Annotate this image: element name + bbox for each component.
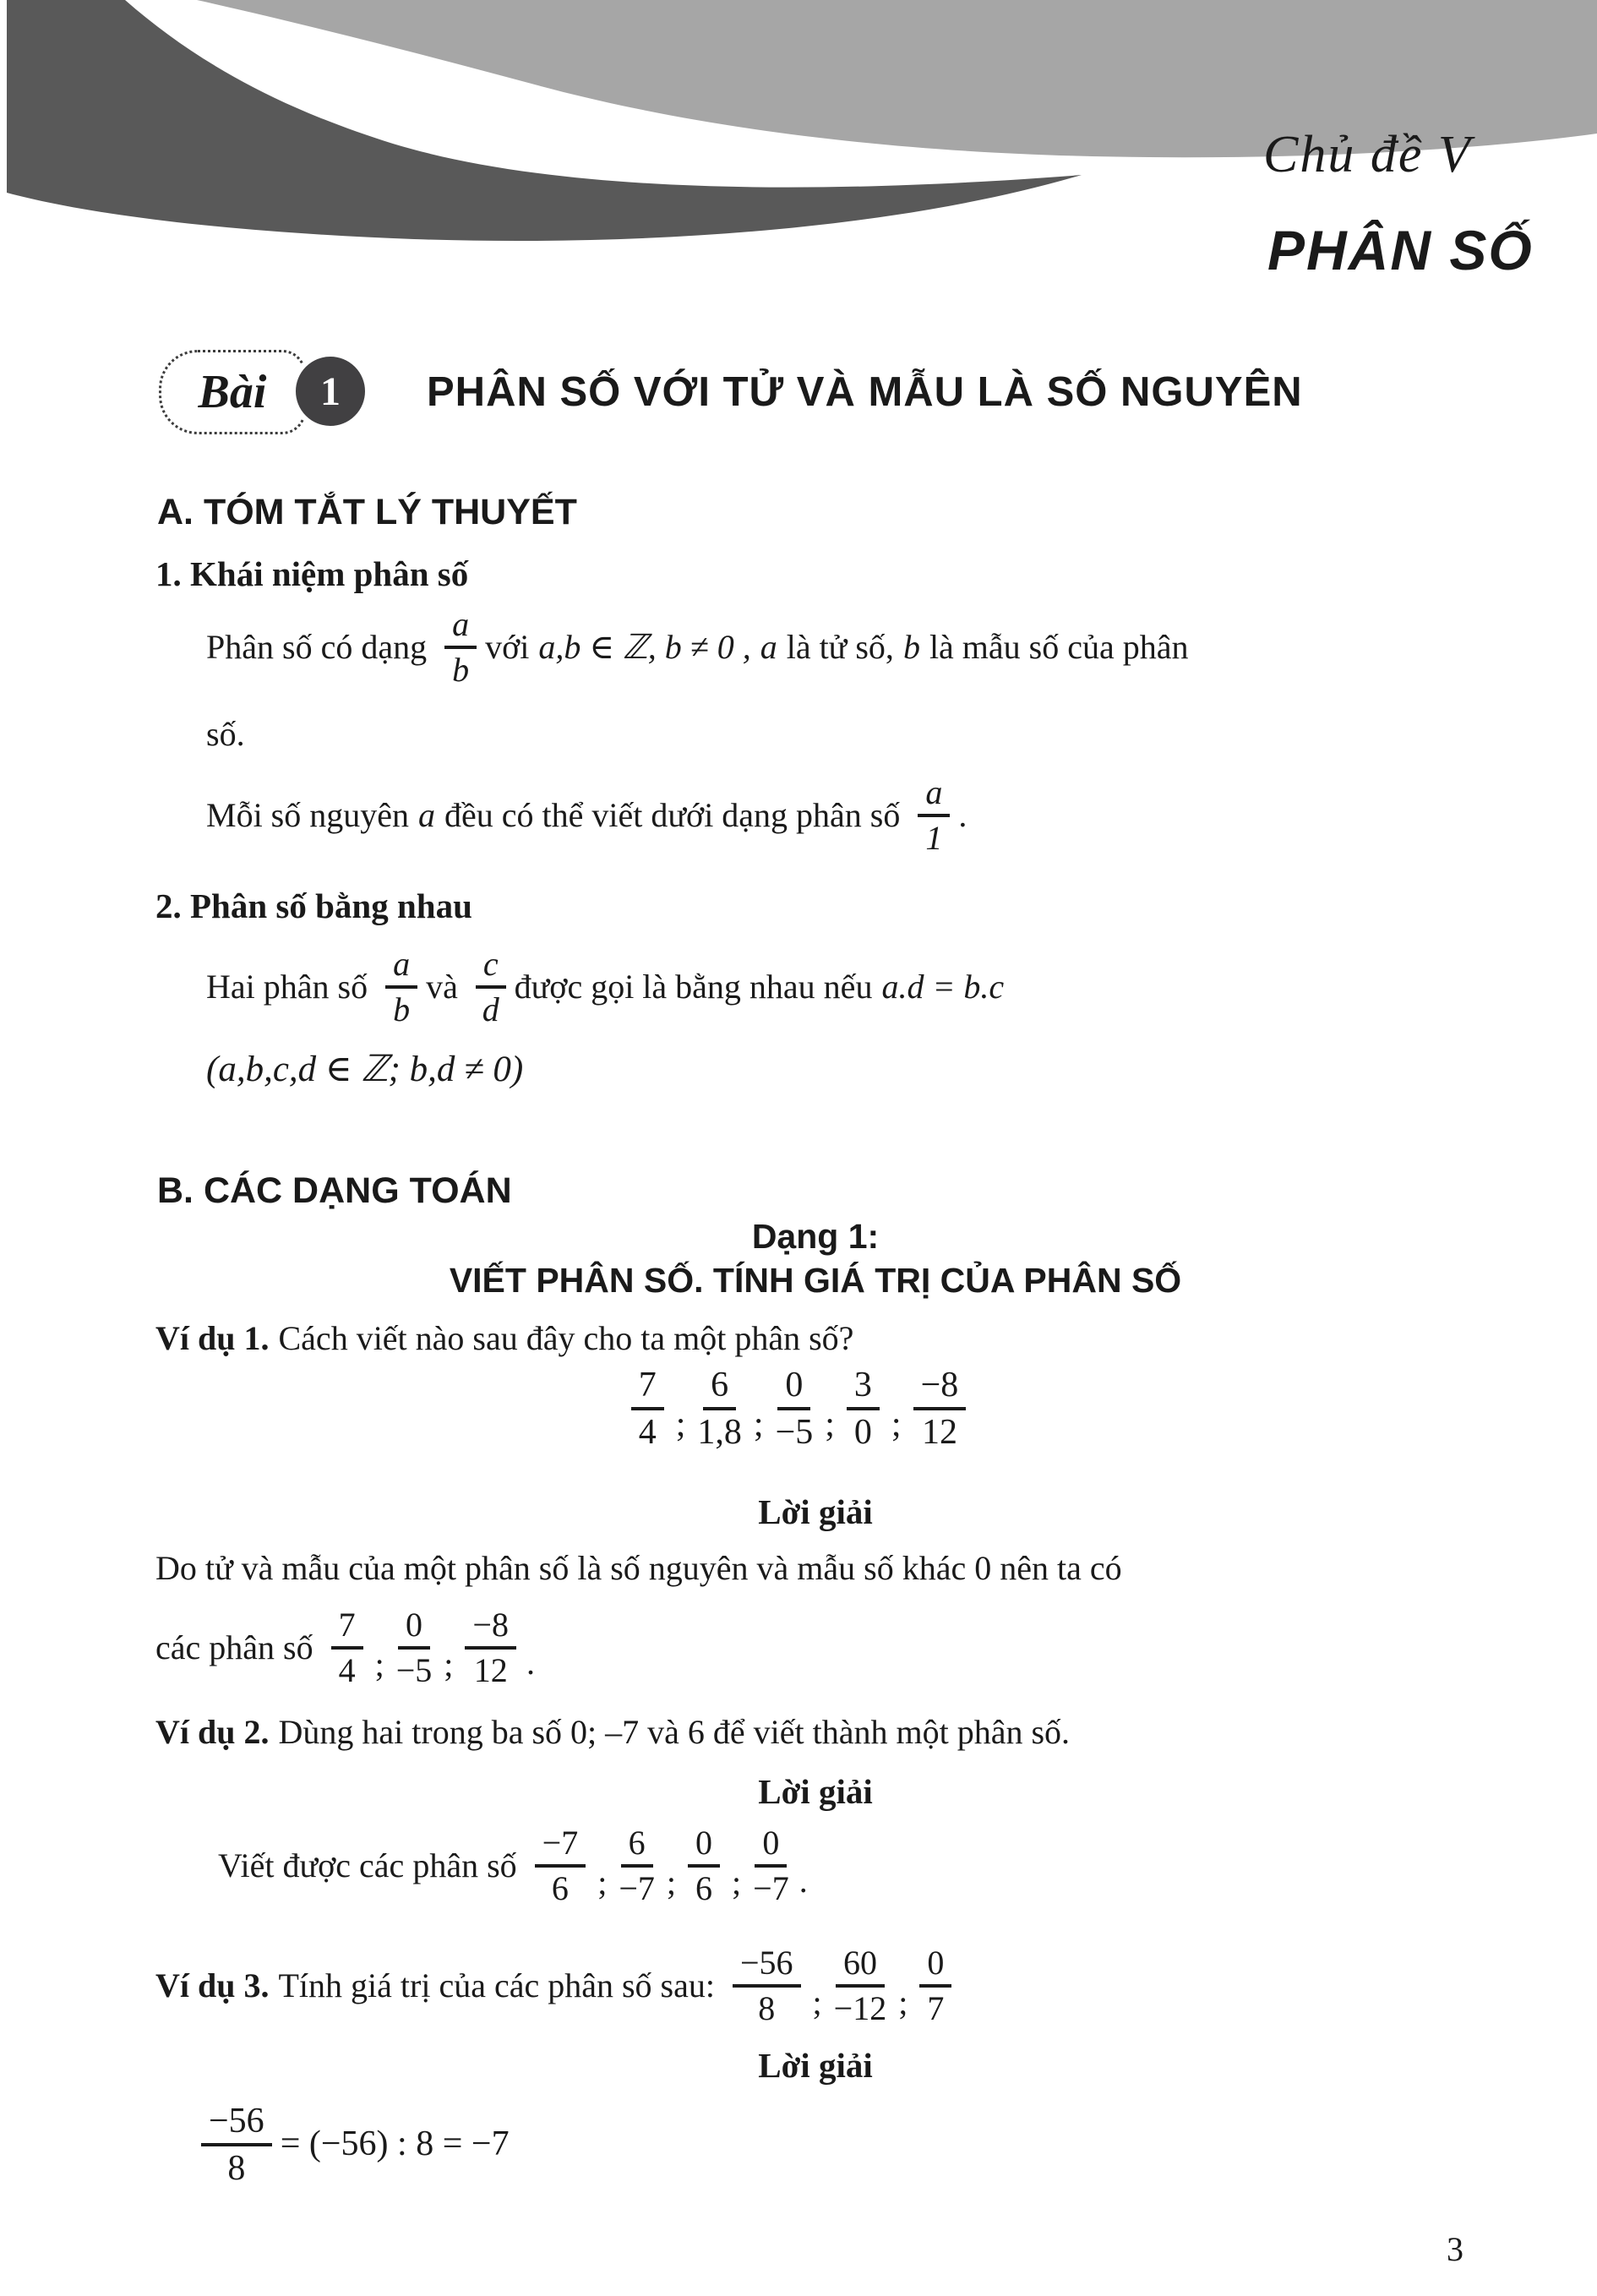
equation-text: = (−56) : 8 = −7	[280, 2124, 510, 2164]
fraction-minus56-over-8	[201, 2101, 272, 2187]
fraction	[631, 1365, 664, 1451]
fraction	[776, 1365, 814, 1451]
example2-solution-heading: Lời giải	[758, 1772, 873, 1811]
fraction-separator: ;	[898, 1982, 908, 2021]
fraction-separator: ;	[891, 1405, 902, 1445]
theory-definition-continuation: số.	[206, 715, 245, 753]
punctuation: .	[958, 795, 967, 834]
example3-label: Ví dụ 3.	[155, 1966, 270, 2004]
fraction-denominator: b	[452, 651, 470, 689]
fraction-denominator: d	[482, 990, 499, 1028]
example1-fraction-row	[0, 1365, 1597, 1451]
fraction	[535, 1824, 586, 1906]
fraction-numerator: −7	[535, 1824, 586, 1868]
math-variable: a	[760, 627, 777, 666]
fraction-numerator: 0	[398, 1606, 430, 1650]
fraction-numerator: a	[385, 945, 417, 989]
type1-heading-line1: Dạng 1:	[751, 1217, 880, 1256]
fraction-separator: ;	[732, 1862, 742, 1901]
fraction	[465, 1606, 516, 1688]
fraction-denominator: b	[393, 990, 411, 1028]
fraction-list	[724, 1944, 960, 2026]
fraction-separator: ;	[597, 1862, 608, 1901]
fraction	[396, 1606, 433, 1688]
theory-definition-line	[206, 605, 1198, 688]
lesson-title: PHÂN SỐ VỚI TỬ VÀ MẪU LÀ SỐ NGUYÊN	[427, 369, 1303, 415]
text-segment: các phân số	[155, 1628, 313, 1666]
example1-question-text: Cách viết nào sau đây cho ta một phân số?	[278, 1319, 854, 1357]
fraction-numerator: 0	[755, 1824, 787, 1868]
theory-2-heading: 2. Phân số bằng nhau	[155, 886, 472, 925]
fraction-denominator: 4	[638, 1413, 657, 1453]
theory-condition-line: (a,b,c,d ∈ ℤ; b,d ≠ 0)	[206, 1050, 524, 1089]
fraction-denominator: 7	[927, 1989, 945, 2027]
fraction-separator: ;	[753, 1405, 764, 1445]
fraction	[619, 1824, 655, 1906]
fraction-a-over-b	[385, 945, 417, 1028]
fraction-numerator: 0	[919, 1944, 951, 1988]
fraction	[753, 1824, 789, 1906]
fraction-denominator: 12	[473, 1651, 508, 1689]
lesson-number: 1	[320, 368, 341, 414]
text-segment: được gọi là bằng nhau nếu	[514, 967, 873, 1006]
lesson-number-badge	[291, 352, 370, 431]
fraction-denominator: 6	[695, 1869, 713, 1907]
punctuation: .	[526, 1643, 535, 1682]
text-segment: và	[426, 967, 458, 1006]
example1-solution-line1: Do tử và mẫu của một phân số là số nguyên và mẫu số khác 0 nên ta có	[155, 1549, 1122, 1587]
math-segment: a.d = b.c	[881, 967, 1005, 1006]
fraction-separator: ;	[825, 1405, 835, 1445]
fraction-denominator: −12	[833, 1989, 887, 2027]
text-segment: Mỗi số nguyên	[206, 795, 409, 834]
fraction-denominator: 8	[227, 2149, 246, 2189]
punctuation: .	[798, 1861, 808, 1900]
fraction-denominator: −7	[753, 1869, 789, 1907]
lesson-badge-pill	[159, 350, 306, 434]
example1-solution-line2	[155, 1606, 535, 1688]
text-segment: đều có thể viết dưới dạng phân số	[444, 795, 901, 834]
example3-solution-heading: Lời giải	[758, 2046, 873, 2085]
section-a-heading: A. TÓM TẮT LÝ THUYẾT	[157, 492, 577, 532]
fraction-denominator: 6	[551, 1869, 569, 1907]
math-variable: b	[902, 627, 920, 666]
fraction-numerator: 6	[703, 1365, 736, 1410]
example2-question	[155, 1712, 1079, 1752]
fraction-list	[323, 1606, 525, 1688]
fraction-numerator: c	[476, 945, 506, 989]
type1-heading-line2: VIẾT PHÂN SỐ. TÍNH GIÁ TRỊ CỦA PHÂN SỐ	[449, 1261, 1182, 1300]
theory-integer-line	[206, 773, 968, 856]
text-segment: là tử số,	[786, 627, 894, 666]
fraction-numerator: −56	[733, 1944, 801, 1988]
lesson-badge-label: Bài	[198, 366, 267, 418]
section-b-heading: B. CÁC DẠNG TOÁN	[157, 1170, 512, 1211]
fraction	[834, 1944, 887, 2026]
fraction-denominator: 8	[758, 1989, 776, 2027]
topic-label: Chủ đề V	[1263, 126, 1472, 183]
fraction-separator: ;	[666, 1862, 677, 1901]
fraction-a-over-b	[444, 605, 477, 688]
fraction-numerator: a	[918, 773, 950, 817]
theory-1-heading: 1. Khái niệm phân số	[155, 554, 469, 593]
example3-solution-equation	[193, 2101, 519, 2187]
example2-solution-line	[218, 1824, 808, 1906]
fraction-denominator: 4	[338, 1651, 356, 1689]
fraction-c-over-d	[476, 945, 506, 1028]
fraction-separator: ;	[675, 1405, 686, 1445]
fraction	[913, 1365, 967, 1451]
theory-equal-fractions-line	[206, 945, 1013, 1028]
text-segment: là mẫu số của phân	[929, 627, 1189, 666]
fraction	[733, 1944, 801, 2026]
fraction-numerator: 7	[331, 1606, 363, 1650]
fraction-denominator: 0	[853, 1413, 872, 1453]
fraction-denominator: 1,8	[697, 1413, 742, 1453]
example1-label: Ví dụ 1.	[155, 1319, 270, 1357]
fraction-numerator: −8	[465, 1606, 516, 1650]
fraction	[919, 1944, 951, 2026]
fraction-separator: ;	[812, 1982, 822, 2021]
fraction-numerator: 3	[847, 1365, 880, 1410]
page-number: 3	[1447, 2230, 1463, 2268]
fraction-separator: ;	[444, 1644, 454, 1683]
fraction-denominator: 12	[921, 1413, 957, 1453]
example2-question-text: Dùng hai trong ba số 0; –7 và 6 để viết thành một phân số.	[278, 1713, 1071, 1751]
math-segment: a,b ∈ ℤ, b ≠ 0 ,	[538, 627, 751, 666]
example1-question	[155, 1318, 863, 1358]
fraction	[331, 1606, 363, 1688]
fraction	[688, 1824, 720, 1906]
fraction-denominator: −5	[775, 1413, 814, 1453]
text-segment: Viết được các phân số	[218, 1846, 517, 1884]
fraction-numerator: 7	[631, 1365, 664, 1410]
fraction-numerator: 0	[777, 1365, 810, 1410]
example3-question-text: Tính giá trị của các phân số sau:	[278, 1966, 715, 2004]
fraction-numerator: a	[444, 605, 477, 649]
example2-label: Ví dụ 2.	[155, 1713, 270, 1751]
fraction	[847, 1365, 880, 1451]
example1-solution-heading: Lời giải	[758, 1492, 873, 1531]
fraction-separator: ;	[374, 1644, 384, 1683]
fraction-list	[623, 1365, 975, 1451]
fraction-denominator: −5	[395, 1651, 433, 1689]
fraction-numerator: 6	[621, 1824, 653, 1868]
fraction-denominator: −7	[619, 1869, 655, 1907]
fraction-numerator: −8	[913, 1365, 967, 1410]
topic-title: PHÂN SỐ	[1267, 219, 1534, 281]
text-segment: với	[485, 627, 530, 666]
fraction-a-over-1	[918, 773, 950, 856]
text-segment: Phân số có dạng	[206, 627, 428, 666]
fraction-list	[526, 1824, 798, 1906]
example3-question	[155, 1944, 960, 2026]
fraction	[697, 1365, 742, 1451]
fraction-numerator: −56	[201, 2101, 272, 2146]
fraction-numerator: 60	[836, 1944, 885, 1988]
fraction-numerator: 0	[688, 1824, 720, 1868]
fraction-denominator: 1	[925, 819, 943, 857]
math-variable: a	[418, 795, 435, 834]
text-segment: Hai phân số	[206, 967, 368, 1006]
